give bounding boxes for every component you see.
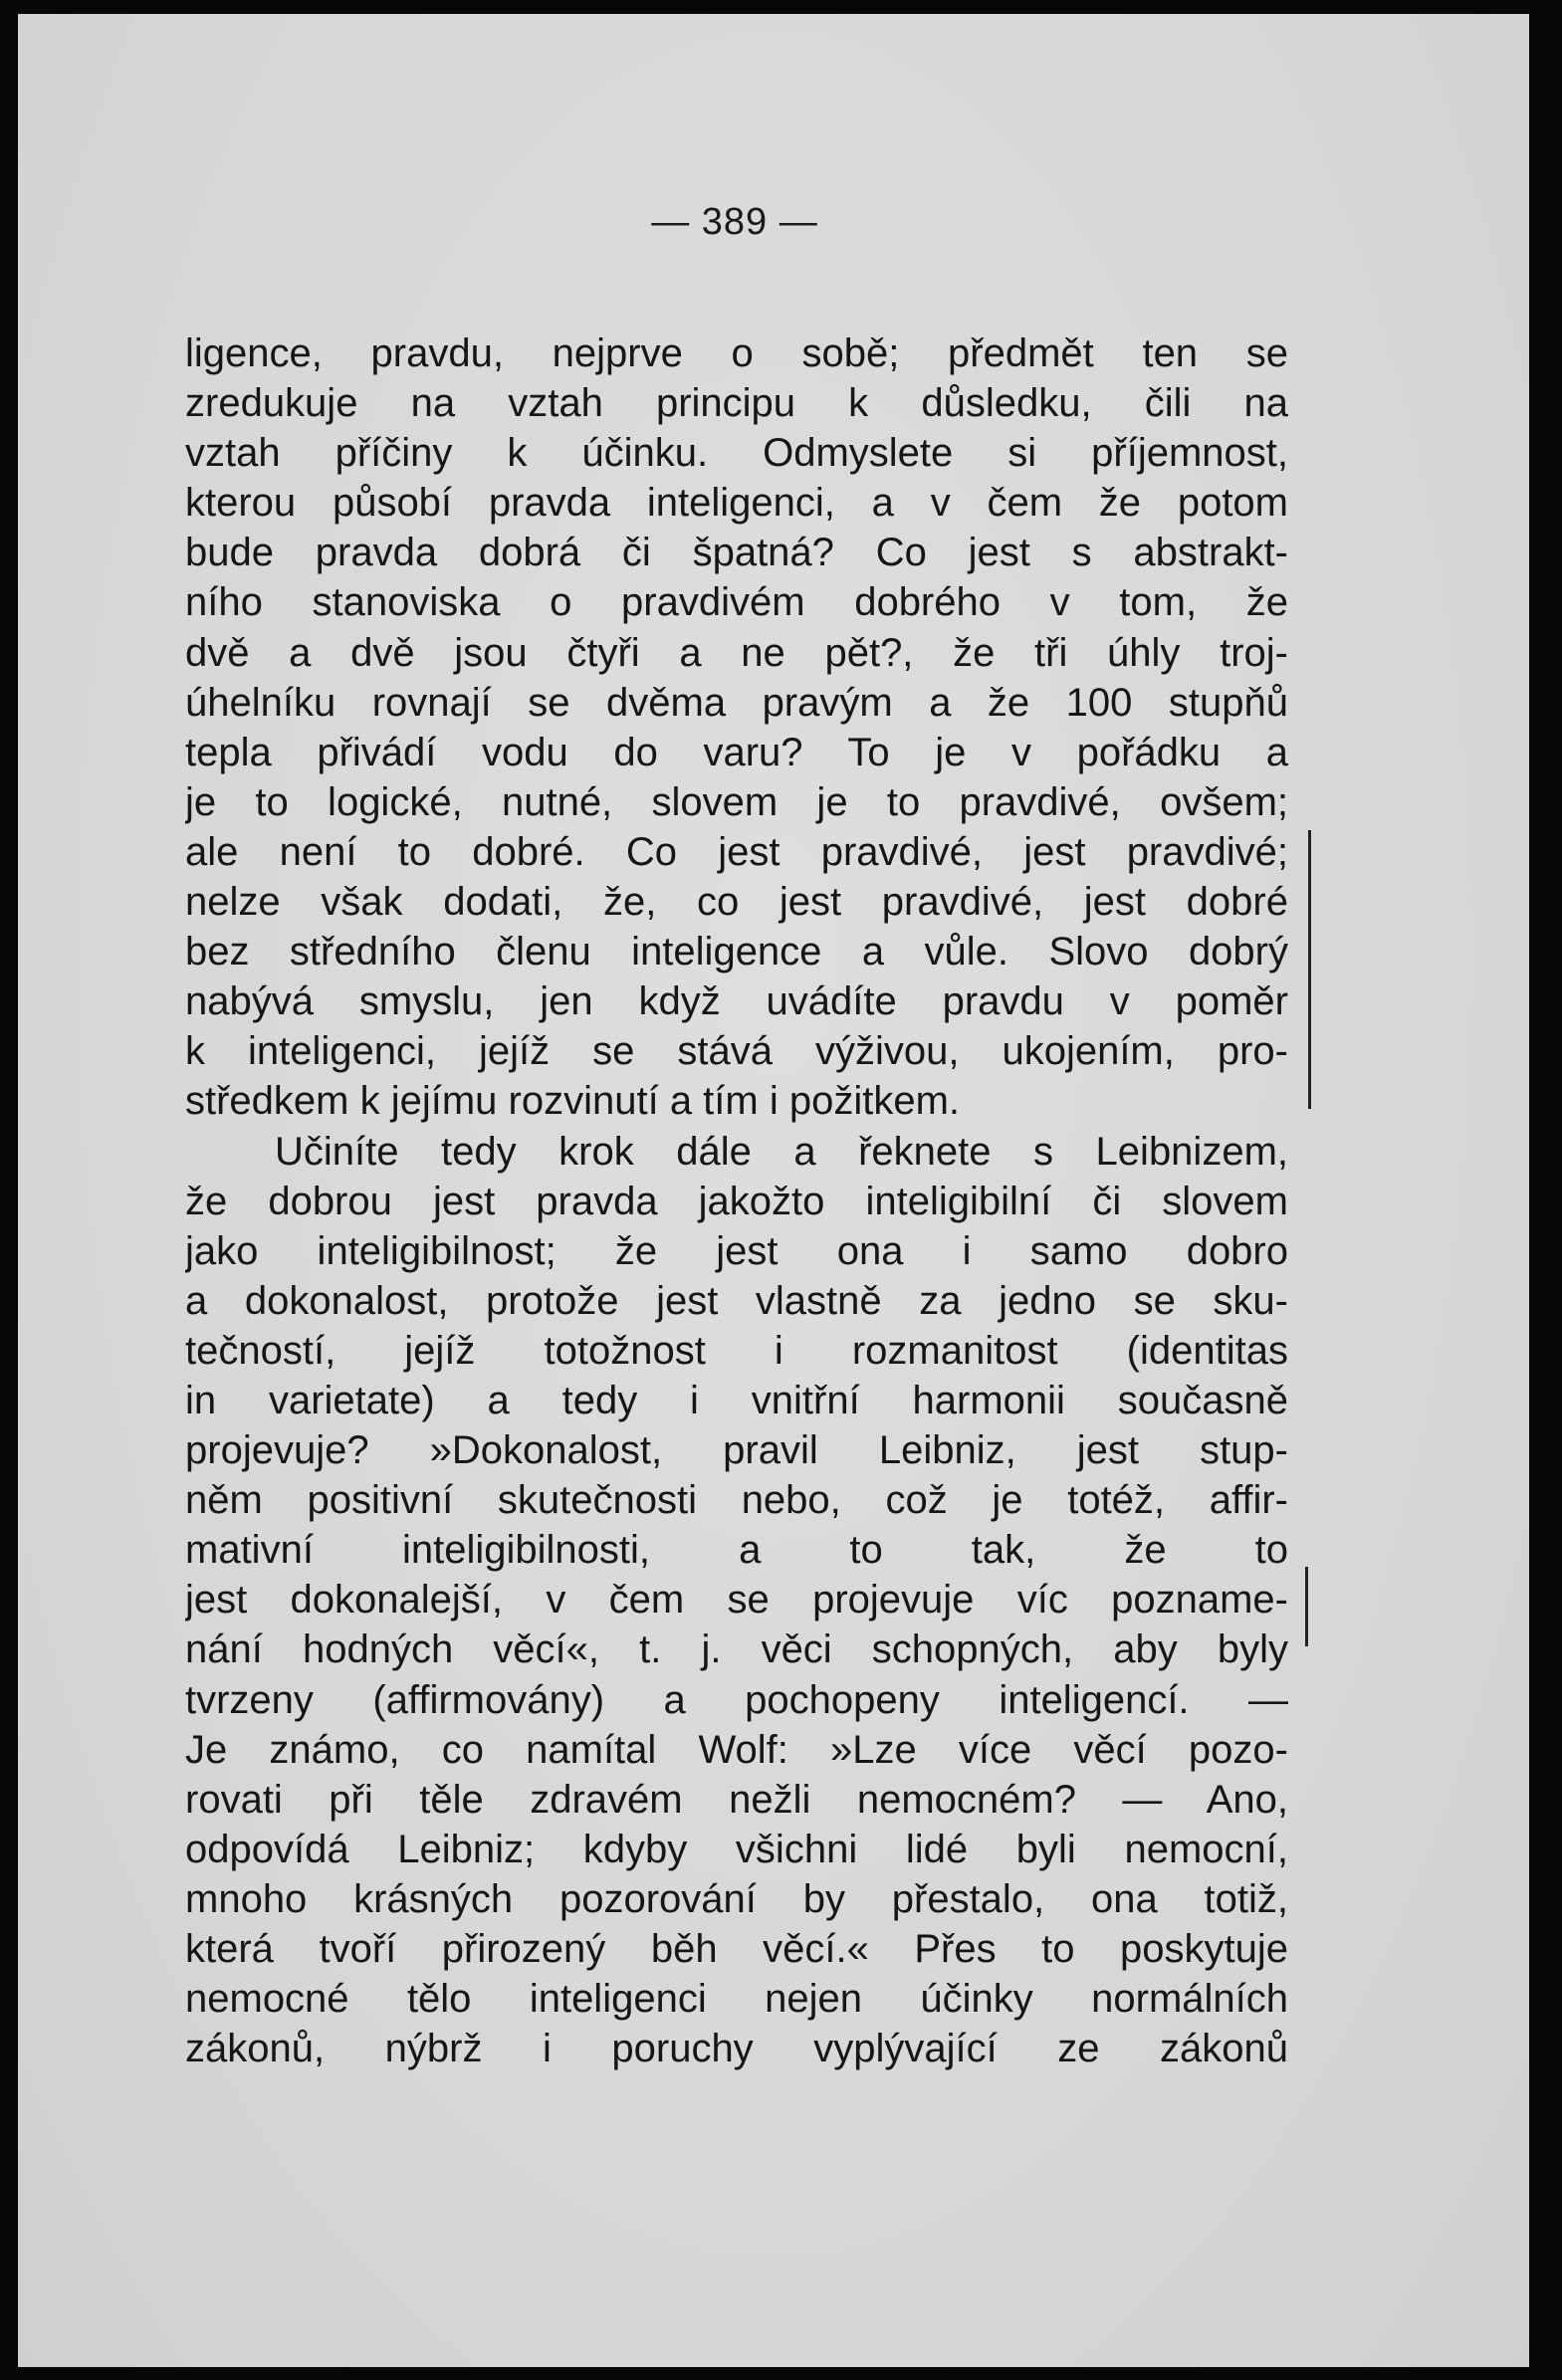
text-line: projevuje? »Dokonalost, pravil Leibniz, jest stup- — [185, 1428, 1288, 1473]
text-line: ligence, pravdu, nejprve o sobě; předmět ten se — [185, 331, 1288, 375]
text-line: mnoho krásných pozorování by přestalo, ona totiž, — [185, 1876, 1288, 1921]
text-line: jest dokonalejší, v čem se projevuje víc poznamе- — [185, 1578, 1288, 1623]
text-line: mativní inteligibilnosti, a to tak, že to — [185, 1528, 1288, 1573]
text-line: k inteligenci, jejíž se stává výživou, ukojením, pro- — [185, 1029, 1288, 1074]
text-line: tepla přivádí vodu do varu? To je v pořádku a — [185, 730, 1288, 774]
text-line: odpovídá Leibniz; kdyby všichni lidé byli nemocní, — [185, 1827, 1288, 1871]
text-line: Je známo, co namítal Wolf: »Lze více věcí pozo- — [185, 1727, 1288, 1772]
text-line: in varietate) a tedy i vnitřní harmonii současně — [185, 1378, 1288, 1422]
text-line: zákonů, nýbrž i poruchy vyplývající ze zákonů — [185, 2027, 1288, 2071]
text-line: tečností, jejíž totožnost i rozmanitost (identitas — [185, 1328, 1288, 1373]
text-line: kterou působí pravda inteligenci, a v čem že potom — [185, 481, 1288, 526]
text-line: dvě a dvě jsou čtyři a ne pět?, že tři úhly troj- — [185, 630, 1288, 675]
margin-mark — [1308, 830, 1311, 1109]
margin-mark — [1305, 1567, 1308, 1646]
text-line: Učiníte tedy krok dále a řeknete s Leibnizem, — [275, 1129, 1288, 1174]
text-line: bez středního členu inteligence a vůle. Slovo dobrý — [185, 930, 1288, 974]
text-line: úhelníku rovnají se dvěma pravým a že 100 stupňů — [185, 680, 1288, 725]
text-line: a dokonalost, protože jest vlastně za jedno se sku- — [185, 1278, 1288, 1323]
text-line: zredukuje na vztah principu k důsledku, čili na — [185, 381, 1288, 426]
text-line: že dobrou jest pravda jakožto inteligibilní či slovem — [185, 1179, 1288, 1223]
text-line: něm positivní skutečnosti nebo, což je totéž, affir- — [185, 1478, 1288, 1523]
text-line: středkem k jejímu rozvinutí a tím i požitkem. — [185, 1079, 961, 1124]
text-line: nemocné tělo inteligenci nejen účinky normálních — [185, 1977, 1288, 2022]
text-line: vztah příčiny k účinku. Odmyslete si příjemnost, — [185, 431, 1288, 476]
body-text — [185, 328, 1288, 2073]
text-line: ního stanoviska o pravdivém dobrého v tom, že — [185, 580, 1288, 625]
text-line: která tvoří přirozený běh věcí.« Přes to poskytuje — [185, 1927, 1288, 1971]
text-line: je to logické, nutné, slovem je to pravdivé, ovšem; — [185, 779, 1288, 824]
text-line: nelze však dodati, že, co jest pravdivé, jest dobré — [185, 880, 1288, 925]
page-number: — 389 — — [651, 201, 818, 243]
text-line: nabývá smyslu, jen když uvádíte pravdu v poměr — [185, 979, 1288, 1024]
text-line: rovati při těle zdravém nežli nemocném? — Ano, — [185, 1777, 1288, 1822]
text-line: tvrzeny (affirmovány) a pochopeny inteligencí. — — [185, 1677, 1288, 1722]
book-page — [18, 14, 1529, 2367]
text-line: ale není to dobré. Co jest pravdivé, jest pravdivé; — [185, 829, 1288, 874]
text-line: jako inteligibilnost; že jest ona i samo dobro — [185, 1228, 1288, 1273]
text-line: bude pravda dobrá či špatná? Co jest s abstrakt- — [185, 531, 1288, 575]
text-line: nání hodných věcí«, t. j. věci schopných, aby byly — [185, 1627, 1288, 1672]
